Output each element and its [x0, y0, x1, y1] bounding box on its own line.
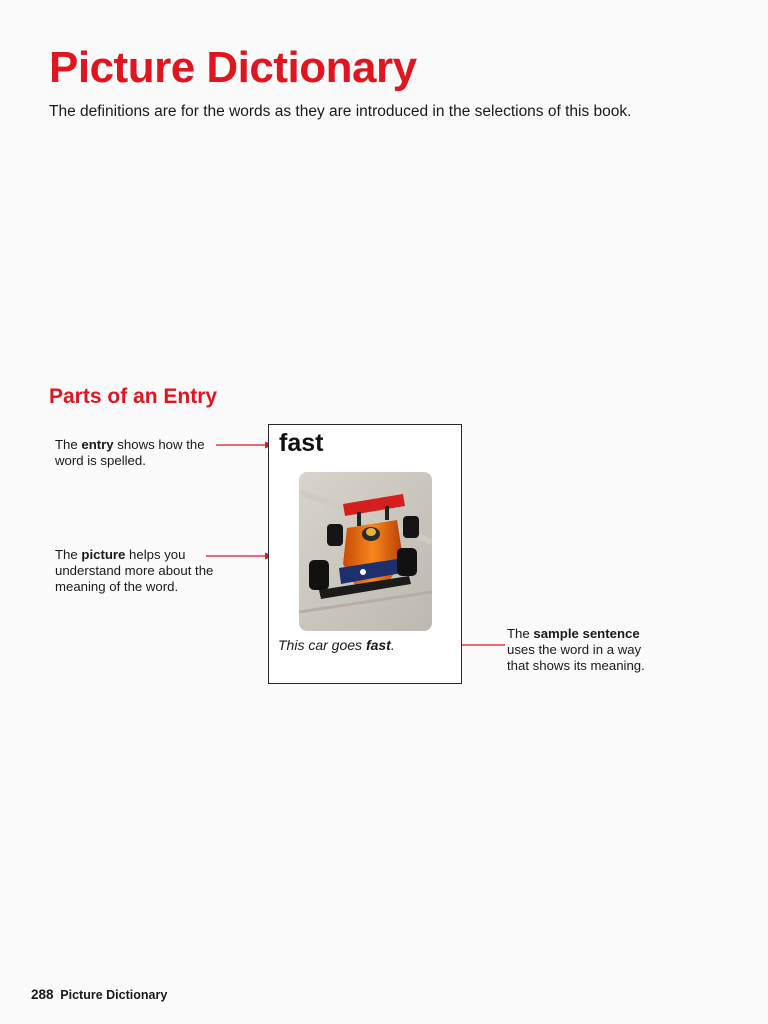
- sample-sentence: [278, 637, 395, 653]
- callout-text: The: [507, 626, 534, 641]
- entry-word: fast: [279, 429, 324, 457]
- callout-term: picture: [81, 547, 126, 562]
- callout-text: The: [55, 547, 82, 562]
- page-subtitle: The definitions are for the words as they are introduced in the selections of this book.: [49, 103, 632, 120]
- page-number: 288: [31, 987, 54, 1002]
- sample-sentence-text: This car goes: [278, 637, 366, 653]
- page-title: Picture Dictionary: [49, 43, 417, 92]
- callout-text: uses the word in a way that shows its meaning.: [507, 642, 645, 673]
- callout-text: helps you understand more about the meaning of the word.: [55, 547, 214, 594]
- callout-term: sample sentence: [533, 626, 640, 641]
- dictionary-entry-card: [268, 424, 462, 684]
- sample-sentence-punct: .: [390, 637, 395, 653]
- callout-text: The: [55, 437, 82, 452]
- sample-sentence-word: fast: [365, 637, 391, 653]
- race-car-picture: [299, 472, 432, 631]
- callout-text: shows how the word is spelled.: [55, 437, 205, 468]
- section-heading: Parts of an Entry: [49, 385, 218, 408]
- callout-term: entry: [81, 437, 114, 452]
- page-footer-label: Picture Dictionary: [60, 988, 168, 1002]
- page-footer: [31, 987, 167, 1002]
